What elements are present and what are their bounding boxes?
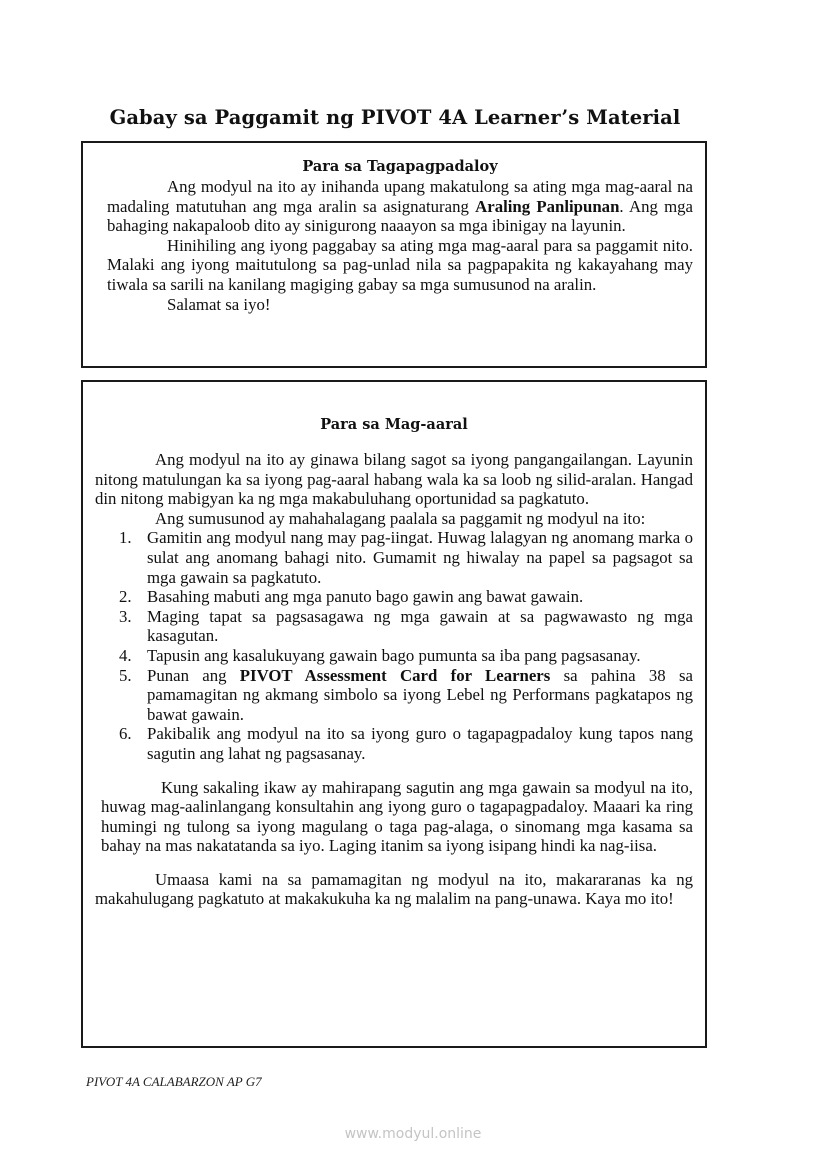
assessment-card-name: PIVOT Assessment Card for Learners [239,665,551,685]
list-number: 1. [119,528,132,548]
list-text: Pakibalik ang modyul na ito sa iyong guro o tagapagpadaloy kung tapos nang sagutin ang lahat ng pagsasanay. [147,724,693,763]
page-footer: PIVOT 4A CALABARZON AP G7 [86,1074,262,1089]
list-text: sa pahina 38 sa pamamagitan ng akmang simbolo sa iyong Lebel ng Performans pagkatapos ng bawat gawain. [147,665,693,724]
list-number: 4. [119,645,132,665]
reminders-list [95,528,693,763]
watermark: www.modyul.online [344,1126,482,1142]
list-number: 5. [119,665,132,685]
list-item [95,646,693,666]
list-item [95,587,693,607]
facilitator-closing: Salamat sa iyo! [167,294,271,314]
page-title: Gabay sa Paggamit ng PIVOT 4A Learner’s Material [109,106,681,129]
learner-box [81,380,707,1048]
paragraph-text: Ang modyul na ito ay inihanda upang makatulong sa ating mga mag-aaral na madaling matutuhan ang mga aralin sa asignaturang [107,177,693,216]
facilitator-paragraph-2: Hinihiling ang iyong paggabay sa ating mga mag-aaral para sa paggamit nito. Malaki ang iyong maitutulong sa pag-unlad nila sa pagpapakita ng kakayahang may tiwala sa sarili na kanilang magiging gabay sa mga sumusunod na aralin. [107,235,693,294]
list-text: Tapusin ang kasalukuyang gawain bago pumunta sa iba pang pagsasanay. [147,645,641,665]
list-text: Maging tapat sa pagsasagawa ng mga gawain at sa pagwawasto ng mga kasagutan. [147,606,693,646]
list-item [95,607,693,646]
list-item [95,666,693,725]
list-number: 6. [119,724,132,744]
learner-paragraph-4: Umaasa kami na sa pamamagitan ng modyul na ito, makararanas ka ng makahulugang pagkatuto at makakukuha ka ng malalim na pang-unawa. Kaya mo ito! [95,869,693,909]
list-item [95,528,693,587]
subject-name: Araling Panlipunan [475,196,620,216]
facilitator-paragraph-1 [107,177,693,236]
list-item [95,724,693,763]
spacer [95,856,693,870]
paragraph-text: . Ang mga bahaging nakapaloob dito ay sinigurong naaayon sa mga ibinigay na layunin. [107,196,693,236]
list-text: Gamitin ang modyul nang may pag-iingat. Huwag lalagyan ng anomang marka o sulat ang anomang bahagi nito. Gumamit ng hiwalay na papel sa pagsagot sa mga gawain sa pagkatuto. [147,528,693,587]
learner-paragraph-3: Kung sakaling ikaw ay mahirapang sagutin ang mga gawain sa modyul na ito, huwag mag-aalinlangang konsultahin ang iyong guro o tagapagpadaloy. Maaari ka ring humingi ng tulong sa iyong magulang o taga pag-alaga, o sinomang mga kasama sa bahay na mas nakatatanda sa iyo. Laging itanim sa iyong isipang hindi ka nag-iisa. [101,777,693,856]
learner-paragraph-2: Ang sumusunod ay mahahalagang paalala sa paggamit ng modyul na ito: [155,508,646,528]
facilitator-box [81,141,707,368]
list-text: Punan ang [147,665,240,685]
learner-heading: Para sa Mag-aaral [320,416,468,433]
list-number: 2. [119,587,132,607]
learner-paragraph-1: Ang modyul na ito ay ginawa bilang sagot sa iyong pangangailangan. Layunin nitong matulungan ka sa iyong pag-aaral habang wala ka sa loob ng silid-aralan. Hangad din nitong mabigyan ka ng mga makabuluhang oportunidad sa pagkatuto. [95,450,693,509]
list-number: 3. [119,606,132,626]
facilitator-heading: Para sa Tagapagpadaloy [302,158,498,175]
spacer [95,764,693,778]
list-text: Basahing mabuti ang mga panuto bago gawin ang bawat gawain. [147,587,584,607]
